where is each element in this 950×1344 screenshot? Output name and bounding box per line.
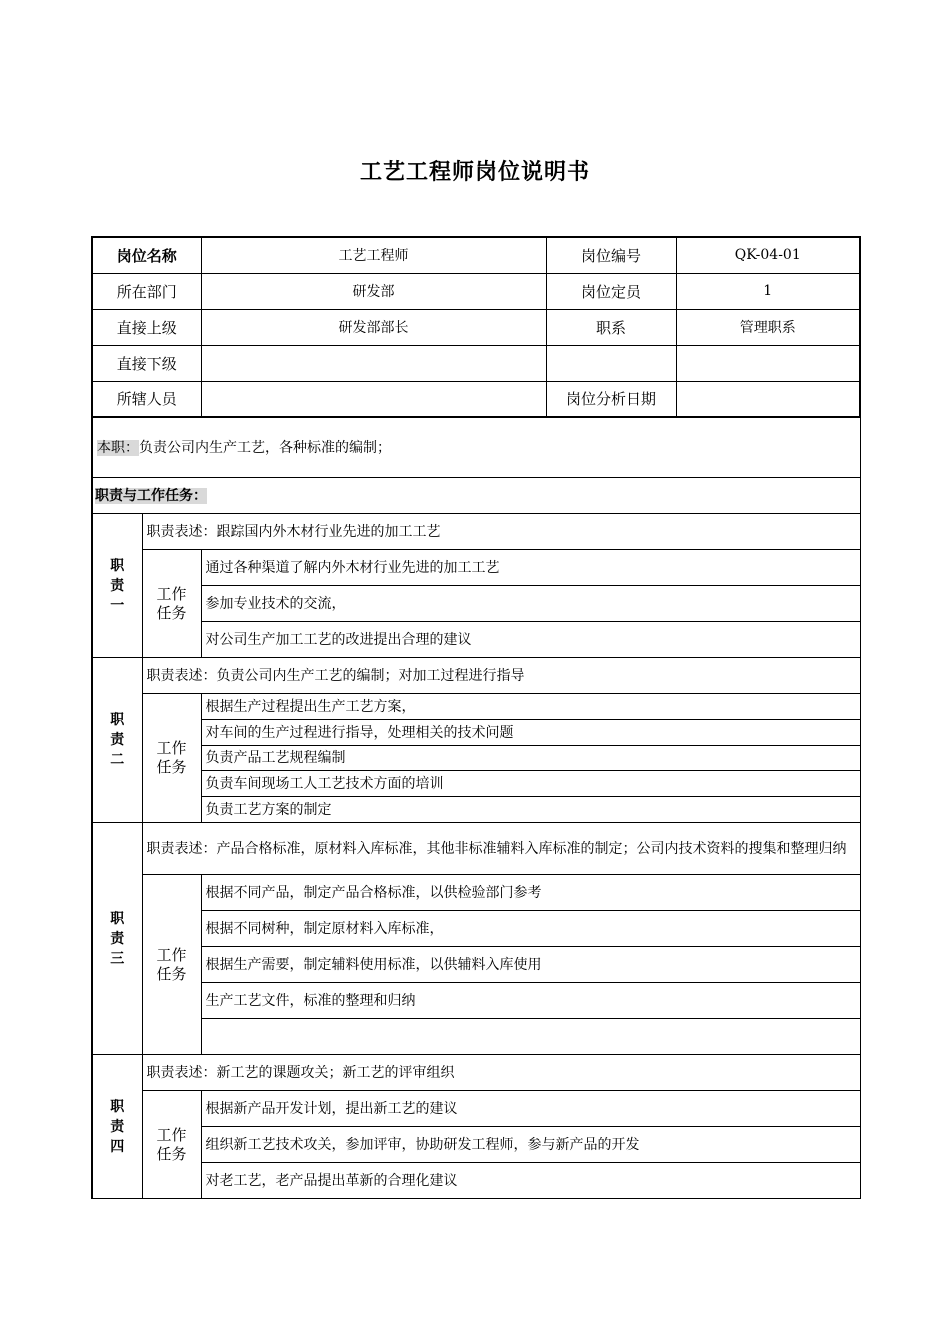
field-label: 职系 (546, 309, 676, 345)
page-title: 工艺工程师岗位说明书 (359, 160, 590, 185)
task-row (92, 911, 860, 947)
task-row (92, 875, 860, 911)
task-label-cell (142, 694, 201, 823)
field-value: 1 (676, 273, 860, 309)
task-row (92, 1163, 860, 1199)
task-item: 根据生产过程提出生产工艺方案， (201, 694, 860, 720)
task-label: 工作任务 (156, 1125, 187, 1163)
task-row (92, 720, 860, 746)
field-label: 直接下级 (92, 345, 201, 381)
duties-table (91, 417, 861, 1199)
duty-description: 职责表述：产品合格标准，原材料入库标准，其他非标准辅料入库标准的制定；公司内技术资料的搜集和整理归纳 (142, 823, 860, 875)
field-label: 岗位名称 (92, 237, 201, 273)
field-label: 岗位分析日期 (546, 381, 676, 417)
task-item: 组织新工艺技术攻关，参加评审，协助研发工程师，参与新产品的开发 (201, 1127, 860, 1163)
duty-description: 职责表述：负责公司内生产工艺的编制；对加工过程进行指导 (142, 658, 860, 694)
task-row (92, 694, 860, 720)
task-label: 工作任务 (156, 584, 187, 622)
info-row (92, 381, 860, 417)
task-item: 根据新产品开发计划，提出新工艺的建议 (201, 1091, 860, 1127)
task-item: 对公司生产加工工艺的改进提出合理的建议 (201, 622, 860, 658)
task-row (92, 983, 860, 1019)
field-value (201, 345, 546, 381)
task-row (92, 746, 860, 771)
task-item: 负责产品工艺规程编制 (201, 746, 860, 771)
field-value: 研发部部长 (201, 309, 546, 345)
task-row (92, 797, 860, 823)
field-label: 所在部门 (92, 273, 201, 309)
task-label-cell (142, 550, 201, 658)
main-duty-label: 本职： (97, 439, 139, 456)
task-item (201, 1019, 860, 1055)
main-duty-cell (92, 418, 860, 478)
duty-label: 职责三 (110, 910, 125, 967)
task-item: 根据生产需要，制定辅料使用标准，以供辅料入库使用 (201, 947, 860, 983)
duty-label-cell (92, 514, 142, 658)
info-row (92, 309, 860, 345)
task-row (92, 1019, 860, 1055)
duty-label-cell (92, 823, 142, 1055)
task-item: 对车间的生产过程进行指导，处理相关的技术问题 (201, 720, 860, 746)
field-value (201, 381, 546, 417)
duty-label: 职责四 (110, 1098, 125, 1155)
field-value: 管理职系 (676, 309, 860, 345)
position-info-table (91, 236, 861, 418)
task-item: 生产工艺文件，标准的整理和归纳 (201, 983, 860, 1019)
info-row (92, 273, 860, 309)
task-row (92, 550, 860, 586)
duty-label: 职责二 (110, 712, 125, 768)
duty-desc-row (92, 658, 860, 694)
task-label: 工作任务 (156, 945, 187, 983)
duty-description: 职责表述：跟踪国内外木材行业先进的加工工艺 (142, 514, 860, 550)
task-item: 对老工艺，老产品提出革新的合理化建议 (201, 1163, 860, 1199)
task-row (92, 622, 860, 658)
field-value (676, 345, 860, 381)
task-row (92, 947, 860, 983)
task-label: 工作任务 (156, 739, 187, 776)
field-value: 研发部 (201, 273, 546, 309)
task-item: 通过各种渠道了解内外木材行业先进的加工工艺 (201, 550, 860, 586)
info-row (92, 345, 860, 381)
duty-label-cell (92, 1055, 142, 1199)
task-item: 参加专业技术的交流， (201, 586, 860, 622)
field-value: 工艺工程师 (201, 237, 546, 273)
task-label-cell (142, 875, 201, 1055)
task-item: 负责车间现场工人工艺技术方面的培训 (201, 771, 860, 797)
main-duty-text: 负责公司内生产工艺，各种标准的编制； (139, 439, 391, 456)
main-duty-row (92, 418, 860, 478)
task-label-cell (142, 1091, 201, 1199)
duties-heading-row (92, 478, 860, 514)
field-label: 所辖人员 (92, 381, 201, 417)
field-value: QK-04-01 (676, 237, 860, 273)
duties-heading-cell (92, 478, 860, 514)
field-label: 直接上级 (92, 309, 201, 345)
field-label: 岗位定员 (546, 273, 676, 309)
info-row (92, 237, 860, 273)
field-value (676, 381, 860, 417)
task-row (92, 1127, 860, 1163)
duty-desc-row (92, 514, 860, 550)
task-item: 负责工艺方案的制定 (201, 797, 860, 823)
task-item: 根据不同产品，制定产品合格标准，以供检验部门参考 (201, 875, 860, 911)
task-item: 根据不同树种，制定原材料入库标准， (201, 911, 860, 947)
duty-label: 职责一 (110, 557, 125, 614)
duty-desc-row (92, 823, 860, 875)
duty-description: 职责表述：新工艺的课题攻关；新工艺的评审组织 (142, 1055, 860, 1091)
field-label: 岗位编号 (546, 237, 676, 273)
field-label (546, 345, 676, 381)
task-row (92, 771, 860, 797)
duties-heading: 职责与工作任务： (95, 487, 207, 504)
duty-desc-row (92, 1055, 860, 1091)
task-row (92, 586, 860, 622)
duty-label-cell (92, 658, 142, 823)
task-row (92, 1091, 860, 1127)
